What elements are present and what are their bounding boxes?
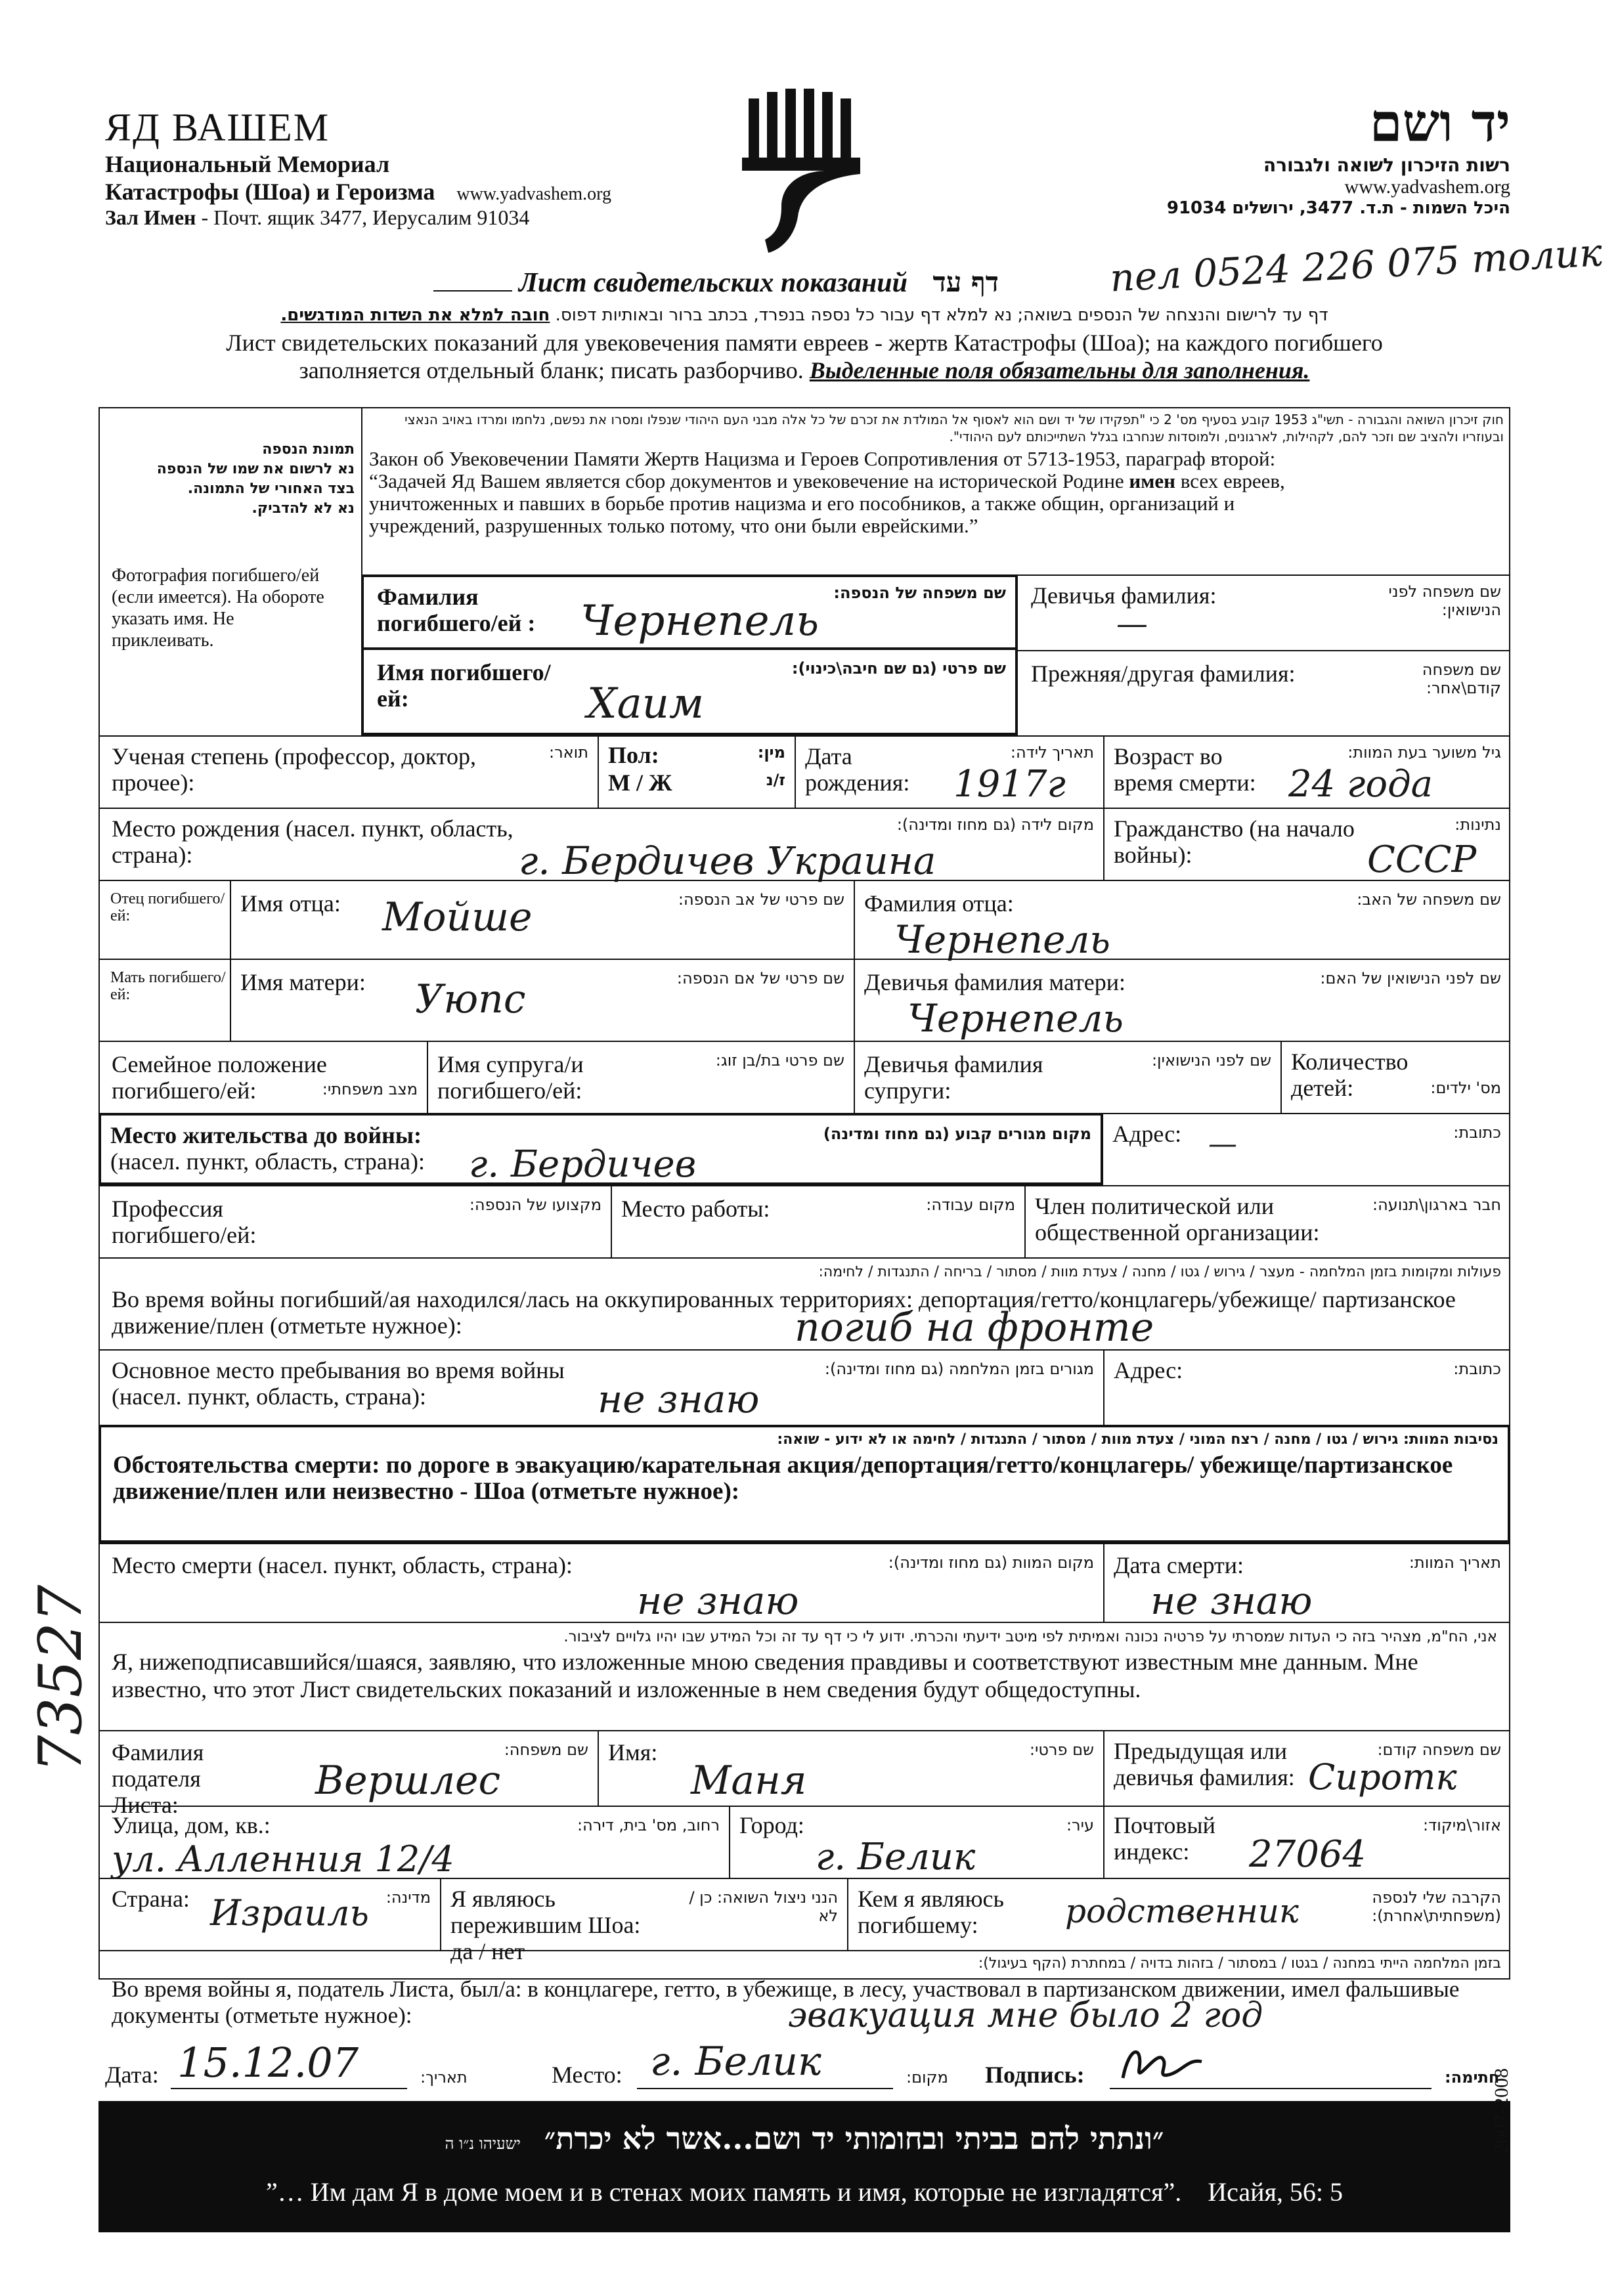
death-date-value: не знаю bbox=[1150, 1578, 1313, 1623]
relation-value: родственник bbox=[1065, 1892, 1299, 1930]
footer-quote-he-source: ישעיהו נ״ו ה bbox=[445, 2134, 521, 2153]
margin-number-handwritten: 73527 bbox=[26, 1584, 95, 1773]
date-line[interactable] bbox=[171, 2088, 407, 2089]
photo-note-he: תמונת הנספה נא לרשום את שמו של הנספה בצד האחורי של התמונה. נא לא להדביק. bbox=[156, 441, 355, 517]
mother-name-label: Имя матери: bbox=[240, 969, 366, 995]
year-vertical: 2007-2008 bbox=[1491, 2068, 1512, 2154]
birthplace-label: Место рождения (насел. пункт, область, страна): bbox=[112, 815, 514, 868]
submitter-surname-he: שם משפחה: bbox=[504, 1741, 588, 1759]
header-right bbox=[1116, 92, 1510, 218]
mother-maiden-he: שם לפני הנישואין של האם: bbox=[1320, 969, 1501, 987]
spouse-he: שם פרטי בת/בן זוג: bbox=[715, 1051, 844, 1070]
wartime-field[interactable] bbox=[98, 1257, 1510, 1349]
address-value: — bbox=[1208, 1127, 1237, 1161]
workplace-field[interactable] bbox=[611, 1185, 1024, 1257]
street-value: ул. Алленния 12/4 bbox=[112, 1838, 454, 1880]
mother-name-he: שם פרטי של אם הנספה: bbox=[676, 969, 844, 987]
law-ru-2: “Задачей Яд Вашем является сбор документов и увековечение на исторической Родине имен всех евреев, bbox=[369, 469, 1285, 492]
citizenship-value: СССР bbox=[1367, 838, 1477, 881]
declaration-he: אני, הח"מ, מצהיר בזה כי העדות שמסרתי על פרטיה נכונה ואמיתית לפי מיטב ידיעתי והכרתי. ידוע לי כי דף עד זה וכל המידע שבו יהיו גלויים לציבור. bbox=[563, 1628, 1497, 1645]
age-field[interactable] bbox=[1103, 735, 1510, 808]
survivor-label: Я являюсь пережившим Шоа: да / нет bbox=[450, 1886, 641, 1964]
signature-scribble bbox=[1116, 2039, 1208, 2088]
relation-field[interactable] bbox=[847, 1878, 1510, 1950]
main-place-value: не знаю bbox=[598, 1377, 760, 1421]
children-he: מס' ילדים: bbox=[1430, 1079, 1501, 1097]
zip-he: אזור\מיקוד: bbox=[1423, 1816, 1501, 1834]
header-left bbox=[105, 105, 696, 230]
marital-field[interactable] bbox=[98, 1041, 427, 1113]
zip-label: Почтовый индекс: bbox=[1114, 1812, 1215, 1865]
address-label: Адрес: bbox=[1112, 1121, 1182, 1147]
father-surname-he: שם משפחה של האב: bbox=[1357, 890, 1501, 909]
address-ru: Зал Имен - Почт. ящик 3477, Иерусалим 91034 bbox=[105, 206, 530, 229]
declaration bbox=[98, 1622, 1510, 1730]
gender-field[interactable] bbox=[598, 735, 795, 808]
law-text bbox=[361, 407, 1510, 574]
relation-he: הקרבה שלי לנספה (משפחתית\אחרת): bbox=[1372, 1888, 1501, 1925]
first-name-field[interactable] bbox=[361, 650, 1018, 735]
place-he: מקום: bbox=[906, 2068, 948, 2087]
former-name-field[interactable] bbox=[1018, 650, 1510, 735]
mother-maiden-label: Девичья фамилия матери: bbox=[864, 969, 1126, 995]
address-he: היכל השמות - ת.ד. 3477, ירושלים 91034 bbox=[1166, 198, 1510, 218]
footer-quote-he: ״ונתתי להם בביתי ובחומותי יד ושם...אשר לא יכרת״ ישעיהו נ״ו ה bbox=[445, 2121, 1164, 2156]
submitter-prev-value: Сиротк bbox=[1308, 1756, 1457, 1798]
sign-he: חתימה: bbox=[1445, 2068, 1500, 2087]
maiden-field[interactable] bbox=[1018, 574, 1510, 650]
spouse-field[interactable] bbox=[427, 1041, 854, 1113]
former-name-he: שם משפחה קודם\אחר: bbox=[1422, 661, 1501, 697]
birthplace-he: מקום לידה (גם מחוז ומדינה): bbox=[896, 815, 1094, 834]
children-label: Количество детей: bbox=[1291, 1049, 1409, 1101]
country-he: מדינה: bbox=[385, 1888, 431, 1907]
age-label: Возраст во время смерти: bbox=[1114, 743, 1256, 796]
death-date-he: תאריך המוות: bbox=[1409, 1553, 1501, 1572]
submitter-prev-he: שם משפחה קודם: bbox=[1377, 1741, 1501, 1759]
footer-quote-band bbox=[98, 2101, 1510, 2232]
website-right[interactable]: www.yadvashem.org bbox=[1344, 176, 1510, 198]
website-left[interactable]: www.yadvashem.org bbox=[456, 184, 611, 204]
birth-date-field[interactable] bbox=[795, 735, 1103, 808]
instructions-he: דף עד לרישום והנצחה של הנספים בשואה; נא למלא דף עבור כל נספה בנפרד, בכתב ברור ובאותיות דפוס. חובה למלא את השדות המודגשים. bbox=[280, 305, 1328, 325]
place-line[interactable] bbox=[637, 2088, 893, 2089]
father-surname-field[interactable] bbox=[854, 880, 1510, 962]
death-place-value: не знаю bbox=[637, 1578, 799, 1623]
citizenship-field[interactable] bbox=[1103, 808, 1510, 880]
main-place-label: Основное место пребывания во время войны (насел. пункт, область, страна): bbox=[112, 1357, 565, 1410]
reference-handwritten: пел 0524 226 075 толик bbox=[1108, 230, 1604, 301]
org-sub-he: רשות הזיכרון לשואה ולגבורה bbox=[1263, 154, 1510, 176]
survivor-he: הנני ניצול השואה: כן / לא bbox=[689, 1888, 838, 1925]
street-label: Улица, дом, кв.: bbox=[112, 1812, 271, 1838]
gender-options[interactable]: М / Ж bbox=[608, 769, 672, 796]
main-place-he: מגורים בזמן המלחמה (גם מחוז ומדינה): bbox=[824, 1360, 1094, 1378]
org-name-he: יד ושם bbox=[1369, 92, 1510, 154]
zip-value: 27064 bbox=[1249, 1833, 1367, 1876]
residence-he: מקום מגורים קבוע (גם מחוז ומדינה) bbox=[823, 1125, 1091, 1143]
birth-date-he: תאריך לידה: bbox=[1010, 743, 1094, 762]
maiden-value: — bbox=[1116, 605, 1148, 642]
workplace-label: Место работы: bbox=[621, 1196, 770, 1222]
submitter-name-he: שם פרטי: bbox=[1029, 1741, 1094, 1759]
birth-date-label: Дата рождения: bbox=[805, 743, 910, 796]
submitter-surname-value: Вершлес bbox=[315, 1758, 501, 1804]
workplace-he: מקום עבודה: bbox=[926, 1196, 1015, 1214]
death-circumstances-label: Обстоятельства смерти: по дороге в эвакуацию/карательная акция/депортация/гетто/концлагерь/ убежище/партизанское движение/плен или неизвестно - Шоа (отметьте нужное): bbox=[113, 1452, 1453, 1505]
gender-label: Пол: bbox=[608, 742, 659, 768]
member-he: חבר בארגון\תנועה: bbox=[1372, 1196, 1501, 1214]
submitter-war-label: Во время войны я, податель Листа, был/а: в концлагере, гетто, в убежище, в лесу, участвовал в партизанском движении, имел фальшивые документы (отметьте нужное): bbox=[112, 1976, 1460, 2028]
age-he: גיל משוער בעת המוות: bbox=[1347, 743, 1501, 762]
org-sub2: Катастрофы (Шоа) и Героизма www.yadvashem.org bbox=[105, 179, 611, 205]
country-label: Страна: bbox=[112, 1886, 190, 1912]
first-name-value: Хаим bbox=[587, 680, 704, 728]
father-name-value: Мойше bbox=[382, 894, 533, 940]
marital-label: Семейное положение погибшего/ей: bbox=[112, 1051, 327, 1104]
submitter-war-field[interactable] bbox=[98, 1950, 1510, 1980]
father-name-field[interactable] bbox=[230, 880, 854, 959]
submitter-name-value: Маня bbox=[691, 1758, 807, 1804]
mother-name-field[interactable] bbox=[230, 959, 854, 1041]
title-rule bbox=[433, 290, 512, 292]
address-he: כתובת: bbox=[1453, 1123, 1501, 1142]
father-name-he: שם פרטי של אב הנספה: bbox=[678, 890, 844, 909]
degree-field[interactable] bbox=[98, 735, 598, 808]
instructions-ru-1: Лист свидетельских показаний для увековечения памяти евреев - жертв Катастрофы (Шоа); на каждого погибшего bbox=[226, 330, 1383, 356]
survivor-field[interactable] bbox=[440, 1878, 847, 1964]
city-field[interactable] bbox=[729, 1806, 1103, 1878]
law-ru-4: учреждений, разрушенных только потому, что они были еврейскими.” bbox=[369, 514, 978, 537]
residence-sub: (насел. пункт, область, страна): bbox=[110, 1148, 426, 1175]
footer-quote-ru: ”… Им дам Я в доме моем и в стенах моих память и имя, которые не изгладятся”. Исайя, 56: 5 bbox=[265, 2177, 1344, 2207]
org-sub1: Национальный Мемориал bbox=[105, 151, 390, 177]
submitter-surname-label: Фамилия подателя Листа: bbox=[112, 1739, 204, 1818]
death-date-label: Дата смерти: bbox=[1114, 1552, 1244, 1578]
degree-label: Ученая степень (профессор, доктор, прочее): bbox=[112, 743, 476, 796]
city-value: г. Белик bbox=[816, 1836, 976, 1878]
submitter-name-field[interactable] bbox=[598, 1730, 1103, 1806]
submitter-prev-field[interactable] bbox=[1103, 1730, 1510, 1806]
death-place-he: מקום המוות (גם מחוז ומדינה): bbox=[888, 1553, 1094, 1572]
date-he: תאריך: bbox=[420, 2068, 468, 2087]
surname-he: שם משפחה של הנספה: bbox=[833, 584, 1006, 602]
city-he: עיר: bbox=[1066, 1816, 1094, 1834]
wartime-value: погиб на фронте bbox=[795, 1305, 1154, 1351]
wartime-he: פעולות ומקומות בזמן המלחמה - מעצר / גירוש / גטו / מחנה / צעדת מוות / מסתור / בריחה / התנגדות / לחימה: bbox=[818, 1264, 1501, 1280]
gender-he-options: ז/נ bbox=[766, 771, 785, 789]
maiden-label: Девичья фамилия: bbox=[1031, 582, 1217, 609]
residence-label: Место жительства до войны: bbox=[110, 1122, 422, 1148]
submitter-prev-label: Предыдущая или девичья фамилия: bbox=[1114, 1738, 1295, 1790]
former-name-label: Прежняя/другая фамилия: bbox=[1031, 661, 1296, 687]
birth-date-value: 1917г bbox=[953, 763, 1066, 806]
marital-he: מצב משפחתי: bbox=[322, 1080, 418, 1098]
form-title-he: דף עד bbox=[932, 266, 999, 298]
father-side-label: Отец погибшего/ей: bbox=[98, 880, 230, 959]
children-field[interactable] bbox=[1280, 1041, 1510, 1113]
city-label: Город: bbox=[739, 1812, 804, 1838]
death-date-field[interactable] bbox=[1103, 1543, 1510, 1622]
death-place-label: Место смерти (насел. пункт, область, страна): bbox=[112, 1552, 573, 1578]
profession-he: מקצועו של הנספה: bbox=[469, 1196, 601, 1214]
main-address-label: Адрес: bbox=[1114, 1357, 1183, 1383]
gender-he: מין: bbox=[757, 743, 785, 762]
submitter-name-label: Имя: bbox=[608, 1739, 658, 1765]
mother-maiden-value: Чернепель bbox=[907, 996, 1124, 1041]
relation-label: Кем я являюсь погибшему: bbox=[858, 1886, 1004, 1938]
residence-field[interactable] bbox=[98, 1113, 1103, 1185]
father-surname-label: Фамилия отца: bbox=[864, 890, 1014, 917]
address-field[interactable] bbox=[1103, 1113, 1510, 1185]
org-name-ru: ЯД ВАШЕМ bbox=[105, 106, 330, 149]
main-address-he: כתובת: bbox=[1453, 1360, 1501, 1378]
residence-value: г. Бердичев bbox=[469, 1143, 697, 1186]
birthplace-field[interactable] bbox=[98, 808, 1103, 883]
father-surname-value: Чернепель bbox=[894, 917, 1110, 962]
footer-quote-ru-source: Исайя, 56: 5 bbox=[1208, 2177, 1344, 2207]
main-place-field[interactable] bbox=[98, 1349, 1103, 1425]
first-name-he: שם פרטי (גם שם חיבה\כינוי): bbox=[791, 659, 1006, 678]
father-name-label: Имя отца: bbox=[240, 890, 341, 917]
submitter-surname-field[interactable] bbox=[98, 1730, 598, 1818]
mother-side-label: Мать погибшего/ей: bbox=[98, 959, 230, 1041]
member-label: Член политической или общественной организации: bbox=[1035, 1193, 1320, 1245]
death-place-field[interactable] bbox=[98, 1543, 1103, 1622]
citizenship-he: נתינות: bbox=[1454, 815, 1501, 834]
photo-area bbox=[98, 407, 361, 722]
place-value: г. Белик bbox=[650, 2039, 821, 2085]
surname-field[interactable] bbox=[361, 574, 1018, 650]
mother-maiden-field[interactable] bbox=[854, 959, 1510, 1041]
zip-field[interactable] bbox=[1103, 1806, 1510, 1878]
form-title: Лист свидетельских показаний דף עד bbox=[519, 266, 999, 298]
age-value: 24 года bbox=[1288, 763, 1433, 806]
street-he: רחוב, מס' בית, דירה: bbox=[577, 1816, 720, 1834]
degree-he: תואר: bbox=[549, 743, 588, 762]
instructions bbox=[98, 305, 1510, 384]
country-field[interactable] bbox=[98, 1878, 440, 1950]
maiden-he: שם משפחה לפני הנישואין: bbox=[1388, 582, 1501, 619]
law-ru-3: уничтоженных и павших в борьбе против нацизма и его пособников, а также общин, организаций и bbox=[369, 492, 1235, 515]
surname-label: Фамилия погибшего/ей : bbox=[377, 584, 536, 636]
submitter-war-value: эвакуация мне было 2 год bbox=[788, 1996, 1263, 2035]
birthplace-value: г. Бердичев Украина bbox=[519, 838, 936, 883]
spouse-maiden-he: שם לפני הנישואין: bbox=[1151, 1051, 1271, 1070]
spouse-maiden-field[interactable] bbox=[854, 1041, 1280, 1113]
country-value: Израиль bbox=[210, 1892, 369, 1934]
law-he: חוק זיכרון השואה והגבורה - תשי"ג 1953 קובע בסעיף מס' 2 כי "תפקידו של יד ושם הוא לאסוף אל המולדת את זכרם של כל אלה מבני העם היהודי שנפלו ומסרו את נפשם, נלחמו ומרדו באויב הנאצי ובעוזריו ולהציב שם וזכר להם, לקהילות, לארגונים, ולמוסדות שנחרבו בגלל השתייכותם לעם היהודי". bbox=[404, 412, 1504, 444]
surname-value: Чернепель bbox=[580, 597, 820, 645]
sign-label: Подпись: bbox=[985, 2062, 1085, 2088]
sign-line[interactable] bbox=[1110, 2088, 1432, 2089]
first-name-label: Имя погибшего/ей: bbox=[377, 659, 551, 712]
date-value: 15.12.07 bbox=[177, 2039, 359, 2087]
profession-label: Профессия погибшего/ей: bbox=[112, 1196, 257, 1248]
law-ru-1: Закон об Увековечении Памяти Жертв Нацизма и Героев Сопротивления от 5713-1953, параграф второй: bbox=[369, 447, 1276, 470]
mother-name-value: Уюпс bbox=[415, 976, 526, 1022]
place-label: Место: bbox=[552, 2062, 623, 2088]
wartime-label: Во время войны погибший/ая находился/лась на оккупированных территориях: депортация/гетто/концлагерь/убежище/ партизанское движение/плен (отметьте нужное): bbox=[112, 1286, 1456, 1339]
spouse-label: Имя супруга/и погибшего/ей: bbox=[437, 1051, 584, 1104]
photo-note-ru: Фотография погибшего/ей (если имеется). На обороте указать имя. Не приклеивать. bbox=[112, 565, 324, 651]
profession-field[interactable] bbox=[98, 1185, 611, 1257]
member-field[interactable] bbox=[1024, 1185, 1510, 1257]
spouse-maiden-label: Девичья фамилия супруги: bbox=[864, 1051, 1043, 1104]
death-circumstances-he: נסיבות המוות: גירוש / גטו / מחנה / רצח המוני / צעדת מוות / מסתור / התנגדות / לחימה או לא ידוע - שואה: bbox=[777, 1431, 1498, 1448]
death-circumstances-field[interactable] bbox=[98, 1425, 1510, 1543]
declaration-ru: Я, нижеподписавшийся/шаяся, заявляю, что изложенные мною сведения правдивы и соответствуют известным мне данным. Мне известно, что этот Лист свидетельских показаний и изложенные в нем сведения будут общедоступны. bbox=[112, 1649, 1418, 1702]
citizenship-label: Гражданство (на начало войны): bbox=[1114, 815, 1355, 868]
submitter-war-he: בזמן המלחמה הייתי במחנה / בגטו / במסתור / בזהות בדויה / במחתרת (הקף בעיגול): bbox=[978, 1955, 1501, 1972]
date-label: Дата: bbox=[105, 2062, 159, 2088]
main-address-field[interactable] bbox=[1103, 1349, 1510, 1425]
street-field[interactable] bbox=[98, 1806, 729, 1878]
instructions-ru-2: заполняется отдельный бланк; писать разборчиво. Выделенные поля обязательны для заполнения. bbox=[299, 357, 1310, 383]
yad-vashem-logo bbox=[729, 85, 873, 256]
